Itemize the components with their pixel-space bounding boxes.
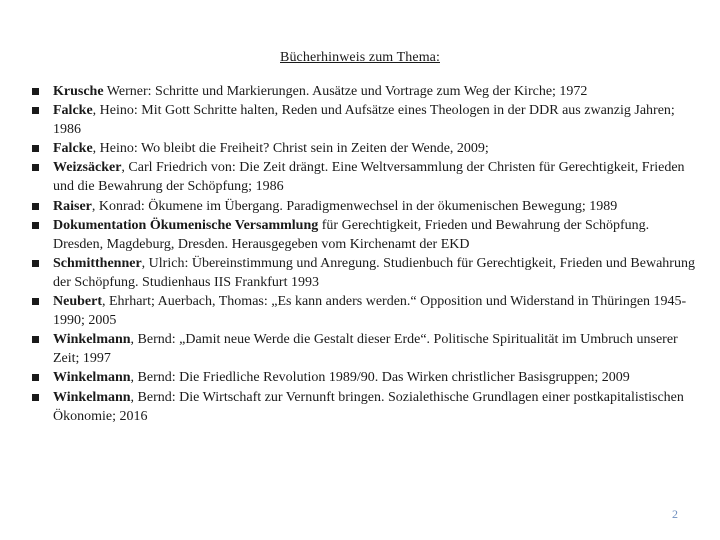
page-number: 2	[672, 507, 678, 521]
bibliography-entry	[32, 197, 700, 216]
square-bullet-icon	[32, 394, 39, 401]
entry-text: , Carl Friedrich von: Die Zeit drängt. Eine Weltversammlung der Christen für Gerechtigkeit, Frieden und die Bewahrung der Schöpfung; 1986	[53, 160, 685, 195]
entry-author: Falcke	[53, 103, 93, 119]
entry-text: , Ulrich: Übereinstimmung und Anregung. Studienbuch für Gerechtigkeit, Frieden und Bewahrung der Schöpfung. Studienhaus IIS Frankfurt 1993	[53, 255, 695, 290]
bibliography-entry	[32, 292, 700, 330]
square-bullet-icon	[32, 88, 39, 95]
bibliography-entry	[32, 330, 700, 368]
square-bullet-icon	[32, 260, 39, 267]
bibliography-list	[32, 82, 700, 426]
entry-author: Winkelmann	[53, 332, 131, 348]
entry-author: Winkelmann	[53, 370, 131, 386]
entry-text: , Heino: Wo bleibt die Freiheit? Christ sein in Zeiten der Wende, 2009;	[92, 141, 489, 157]
entry-author: Neubert	[53, 294, 102, 310]
bibliography-entry	[32, 139, 700, 158]
entry-text: , Heino: Mit Gott Schritte halten, Reden und Aufsätze eines Theologen in der DDR aus zwanzig Jahren; 1986	[53, 103, 675, 138]
entry-text: , Konrad: Ökumene im Übergang. Paradigmenwechsel in der ökumenischen Bewegung; 1989	[91, 198, 618, 214]
square-bullet-icon	[32, 203, 39, 210]
square-bullet-icon	[32, 107, 39, 114]
entry-text: , Ehrhart; Auerbach, Thomas: „Es kann anders werden.“ Opposition und Widerstand in Thüringen 1945-1990; 2005	[53, 294, 687, 329]
entry-author: Weizsäcker	[53, 160, 122, 176]
entry-text: , Bernd: Die Friedliche Revolution 1989/90. Das Wirken christlicher Basisgruppen; 2009	[130, 370, 630, 386]
bibliography-entry	[32, 101, 700, 139]
bibliography-entry	[32, 388, 700, 426]
square-bullet-icon	[32, 164, 39, 171]
bibliography-entry	[32, 158, 700, 196]
entry-text: für Gerechtigkeit, Frieden und Bewahrung der Schöpfung. Dresden, Magdeburg, Dresden. Herausgegeben vom Kirchenamt der EKD	[53, 217, 650, 252]
entry-text: Werner: Schritte und Markierungen. Ausätze und Vortrage zum Weg der Kirche; 1972	[103, 84, 588, 99]
square-bullet-icon	[32, 222, 39, 229]
square-bullet-icon	[32, 336, 39, 343]
slide-title: Bücherhinweis zum Thema:	[280, 50, 440, 65]
square-bullet-icon	[32, 374, 39, 381]
entry-author: Dokumentation Ökumenische Versammlung	[53, 217, 319, 233]
bibliography-entry	[32, 216, 700, 254]
square-bullet-icon	[32, 298, 39, 305]
bibliography-entry	[32, 82, 700, 101]
entry-author: Krusche	[53, 84, 104, 99]
entry-text: , Bernd: „Damit neue Werde die Gestalt dieser Erde“. Politische Spiritualität im Umbruch unserer Zeit; 1997	[53, 332, 678, 367]
bibliography-entry	[32, 368, 700, 387]
square-bullet-icon	[32, 145, 39, 152]
entry-author: Schmitthenner	[53, 255, 142, 271]
entry-author: Raiser	[53, 198, 92, 214]
bibliography-entry	[32, 254, 700, 292]
entry-author: Falcke	[53, 141, 93, 157]
entry-text: , Bernd: Die Wirtschaft zur Vernunft bringen. Sozialethische Grundlagen einer postkapitalistischen Ökonomie; 2016	[53, 389, 684, 424]
entry-author: Winkelmann	[53, 389, 131, 405]
